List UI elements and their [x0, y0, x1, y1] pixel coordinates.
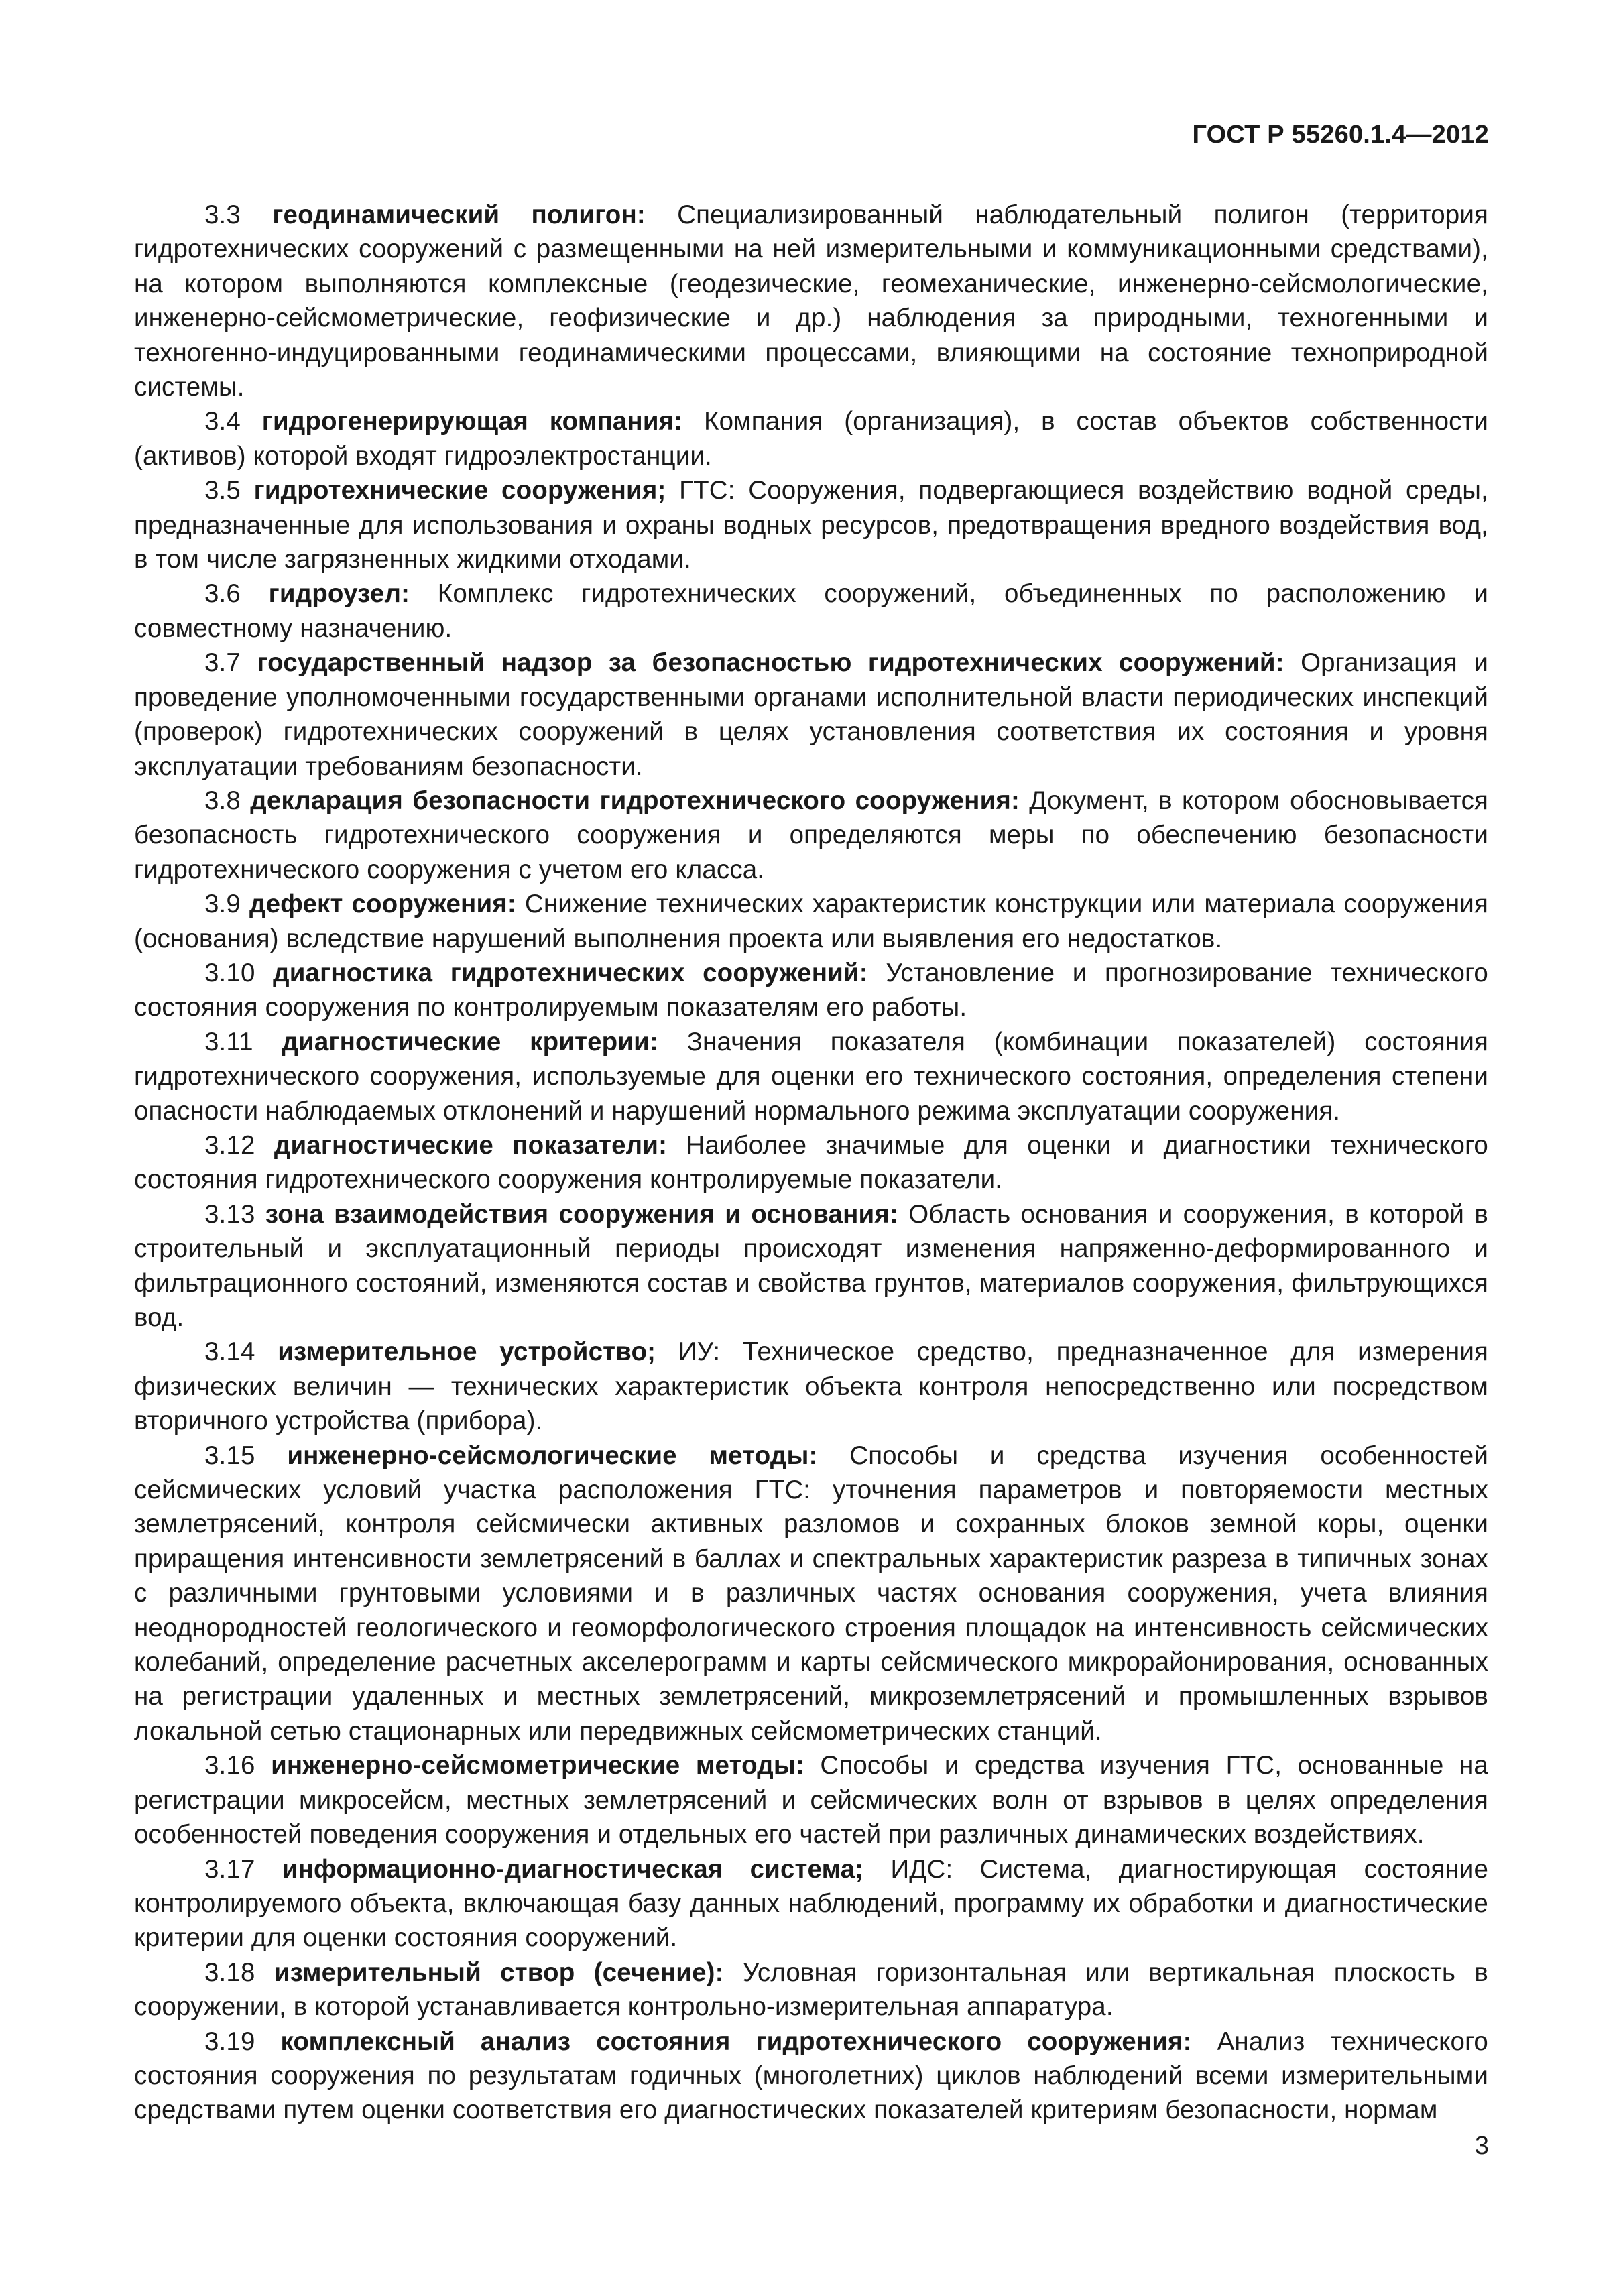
definition-term: измерительный створ (сечение): [274, 1957, 724, 1987]
definition-text: ИДС: Система, диагностирующая состояние контролируемого объекта, включающая базу данных наблюдений, программу их обработки и диагностические критерии для оценки состояния сооружений. [134, 1854, 1489, 1953]
definition-term: диагностические показатели: [274, 1130, 668, 1160]
definition-3-17 [134, 1852, 1488, 1955]
definition-text: Условная горизонтальная или вертикальная плоскость в сооружении, в которой устанавливается контрольно-измерительная аппаратура. [134, 1957, 1488, 2022]
definition-3-7 [134, 646, 1488, 784]
definition-3-8 [134, 784, 1488, 887]
definition-text: Значения показателя (комбинации показателей) состояния гидротехнического сооружения, используемые для оценки его технического состояния, определения степени опасности наблюдаемых отклонений и нарушений нормального режима эксплуатации сооружения. [134, 1027, 1488, 1126]
definition-3-3 [134, 198, 1488, 404]
definition-number: 3.18 [204, 1957, 255, 1987]
definition-term: зона взаимодействия сооружения и основания: [265, 1199, 898, 1229]
definition-text: Анализ технического состояния сооружения по результатам годичных (многолетних) циклов наблюдений всеми измерительными средствами путем оценки соответствия его диагностических показателей критериям безопасности, нормам [134, 2027, 1488, 2125]
definition-term: инженерно-сейсмологические методы: [287, 1441, 818, 1470]
definition-term: гидроузел: [268, 579, 410, 609]
definition-3-9 [134, 887, 1488, 956]
definition-3-5 [134, 473, 1488, 577]
definition-term: комплексный анализ состояния гидротехнического сооружения: [280, 2027, 1192, 2056]
definition-3-14 [134, 1335, 1488, 1438]
definition-term: государственный надзор за безопасностью гидротехнических сооружений: [257, 648, 1284, 678]
definition-number: 3.9 [204, 890, 241, 919]
definition-number: 3.19 [204, 2027, 255, 2056]
definition-term: геодинамический полигон: [272, 200, 646, 229]
definition-text: Способы и средства изучения ГТС, основанные на регистрации микросейсм, местных землетрясений и сейсмических волн от взрывов в целях определения особенностей поведения сооружения и отдельных его частей при различных динамических воздействиях. [134, 1751, 1488, 1850]
definition-text: Организация и проведение уполномоченными государственными органами исполнительной власти периодических инспекций (проверок) гидротехнических сооружений в целях установления соответствия их состояния и уровня эксплуатации требованиям безопасности. [134, 648, 1488, 781]
definition-term: декларация безопасности гидротехнического сооружения: [250, 786, 1020, 815]
definition-number: 3.12 [204, 1130, 255, 1160]
definition-number: 3.17 [204, 1854, 255, 1884]
definition-term: гидротехнические сооружения; [253, 476, 666, 505]
definition-number: 3.13 [204, 1199, 255, 1229]
definition-3-18 [134, 1955, 1488, 2025]
definition-text: Документ, в котором обосновывается безопасность гидротехнического сооружения и определяются меры по обеспечению безопасности гидротехнического сооружения с учетом его класса. [134, 786, 1488, 884]
definition-text: ГТС: Сооружения, подвергающиеся воздействию водной среды, предназначенные для использования и охраны водных ресурсов, предотвращения вредного воздействия вод, в том числе загрязненных жидкими отходами. [134, 476, 1488, 575]
definition-3-12 [134, 1128, 1488, 1197]
definition-text: ИУ: Техническое средство, предназначенное для измерения физических величин — технических характеристик объекта контроля непосредственно или посредством вторичного устройства (прибора). [134, 1337, 1488, 1436]
document-header: ГОСТ Р 55260.1.4—2012 [1192, 121, 1489, 149]
definition-3-16 [134, 1748, 1488, 1852]
definition-text: Специализированный наблюдательный полигон (территория гидротехнических сооружений с размещенными на ней измерительными и коммуникационными средствами), на котором выполняются комплексные (геодезические, геомеханические, инженерно-сейсмологические, инженерно-сейсмометрические, геофизические и др.) наблюдения за природными, техногенными и техногенно-индуцированными геодинамическими процессами, влияющими на состояние техноприродной системы. [134, 200, 1488, 402]
definition-text: Компания (организация), в состав объектов собственности (активов) которой входят гидроэлектростанции. [134, 407, 1488, 471]
page-number: 3 [1474, 2132, 1489, 2160]
definition-term: дефект сооружения: [249, 890, 516, 919]
definition-3-4 [134, 404, 1488, 473]
definition-number: 3.14 [204, 1337, 255, 1367]
definition-3-11 [134, 1025, 1488, 1128]
definition-number: 3.3 [204, 200, 241, 229]
definition-term: информационно-диагностическая система; [282, 1854, 864, 1884]
definition-number: 3.7 [204, 648, 241, 678]
definition-text: Способы и средства изучения особенностей сейсмических условий участка расположения ГТС: уточнения параметров и повторяемости местных землетрясений, контроля сейсмически активных разломов и сохранных блоков земной коры, оценки приращения интенсивности землетрясений в баллах и спектральных характеристик разреза в типичных зонах с различными грунтовыми условиями и в различных частях основания сооружения, учета влияния неоднородностей геологического и геоморфологического строения площадок на интенсивность сейсмических колебаний, определение расчетных акселерограмм и карты сейсмического микрорайонирования, основанных на регистрации удаленных и местных землетрясений, микроземлетрясений и промышленных взрывов локальной сетью стационарных или передвижных сейсмометрических станций. [134, 1441, 1488, 1746]
definitions-section [134, 198, 1488, 2128]
definition-3-13 [134, 1197, 1488, 1335]
definition-number: 3.16 [204, 1751, 255, 1780]
definition-term: диагностика гидротехнических сооружений: [273, 958, 868, 987]
definition-3-15 [134, 1439, 1488, 1749]
definition-term: диагностические критерии: [282, 1027, 658, 1056]
definition-3-6 [134, 577, 1488, 646]
definition-text: Наиболее значимые для оценки и диагностики технического состояния гидротехнического сооружения контролируемые показатели. [134, 1130, 1488, 1195]
definition-number: 3.15 [204, 1441, 255, 1470]
definition-number: 3.8 [204, 786, 241, 815]
definition-number: 3.11 [204, 1027, 253, 1056]
definition-term: инженерно-сейсмометрические методы: [271, 1751, 804, 1780]
definition-term: гидрогенерирующая компания: [261, 407, 683, 436]
definition-3-10 [134, 956, 1488, 1025]
definition-number: 3.5 [204, 476, 241, 505]
definition-number: 3.4 [204, 407, 241, 436]
definition-text: Комплекс гидротехнических сооружений, объединенных по расположению и совместному назначению. [134, 579, 1488, 643]
definition-number: 3.6 [204, 579, 241, 609]
definition-number: 3.10 [204, 958, 255, 987]
definition-text: Область основания и сооружения, в которой в строительный и эксплуатационный периоды происходят изменения напряженно-деформированного и фильтрационного состояний, изменяются состав и свойства грунтов, материалов сооружения, фильтрующихся вод. [134, 1199, 1488, 1332]
definition-term: измерительное устройство; [278, 1337, 656, 1367]
definition-3-19 [134, 2025, 1488, 2128]
definition-text: Установление и прогнозирование технического состояния сооружения по контролируемым показателям его работы. [134, 958, 1488, 1022]
definition-text: Снижение технических характеристик конструкции или материала сооружения (основания) вследствие нарушений выполнения проекта или выявления его недостатков. [134, 890, 1488, 953]
